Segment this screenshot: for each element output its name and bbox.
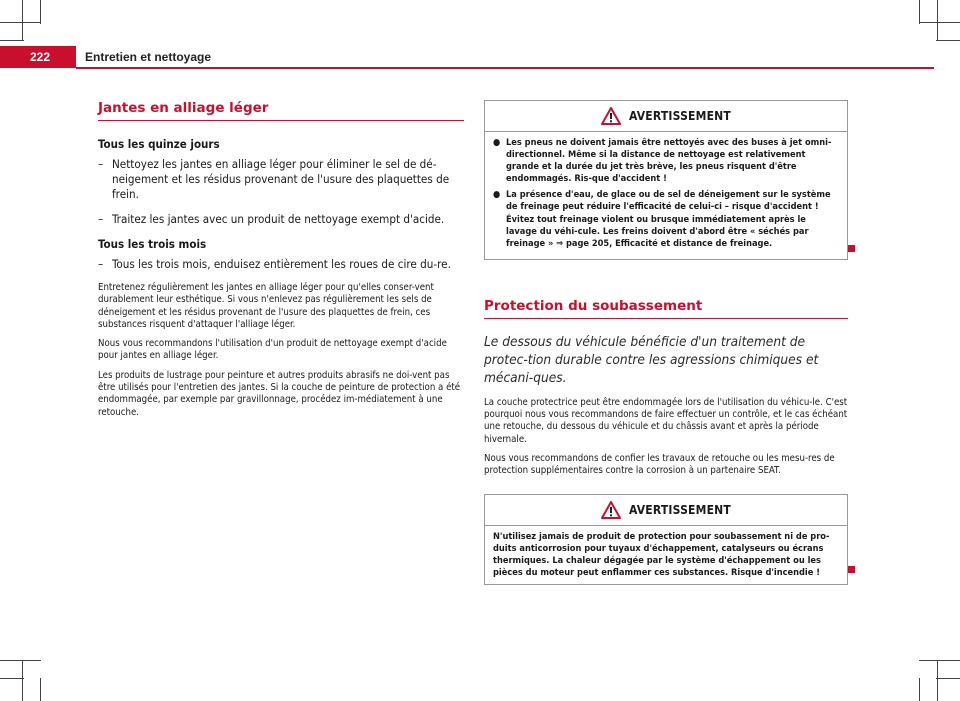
crop-mark	[919, 678, 920, 701]
warning-header	[485, 495, 847, 526]
page-number: 222	[30, 50, 51, 64]
crop-mark	[937, 0, 938, 41]
crop-mark	[919, 22, 960, 23]
warning-triangle-icon	[601, 107, 621, 125]
body-paragraph: Entretenez régulièrement les jantes en alliage léger pour qu'elles conser-vent durablement leur esthétique. Si vous n'enlevez pas régulièrement les sels de déneigement et les résidus provenant de l'usure des plaquettes de frein, ces substances risquent d'attaquer l'alliage léger.	[98, 282, 434, 330]
step-text: Tous les trois mois, enduisez entièrement les roues de cire du-re.	[112, 257, 451, 271]
step-heading: Tous les trois mois	[98, 237, 207, 251]
crop-mark	[936, 40, 960, 41]
step-item	[98, 157, 464, 202]
body-paragraph: Les produits de lustrage pour peinture et autres produits abrasifs ne doi-vent pas être utilisés pour l'entretien des jantes. Si la couche de peinture de protection a été endommagée, par exemple par gravillonnage, procédez im-médiatement à une retouche.	[98, 369, 461, 418]
dash-marker: –	[98, 212, 104, 226]
right-column	[484, 100, 848, 585]
warning-title: AVERTISSEMENT	[629, 109, 731, 123]
warning-body	[485, 526, 847, 584]
section-title-soubassement: Protection du soubassement	[484, 298, 848, 319]
left-column	[98, 100, 464, 426]
section-end-mark	[848, 245, 855, 252]
warning-triangle-icon	[601, 501, 621, 519]
warning-box-soubassement	[484, 494, 848, 585]
section-intro: Le dessous du véhicule bénéficie d'un traitement de protec-tion durable contre les agressions chimiques et mécani-ques.	[484, 333, 819, 386]
step-heading: Tous les quinze jours	[98, 137, 220, 151]
body-paragraph: Nous vous recommandons l'utilisation d'un produit de nettoyage exempt d'acide pour jantes en alliage léger.	[98, 338, 447, 362]
step-item	[98, 212, 464, 227]
section-end-mark	[848, 566, 855, 573]
body-paragraph: La couche protectrice peut être endommagée lors de l'utilisation du véhicu-le. C'est pourquoi nous vous recommandons de faire effectuer un contrôle, et le cas échéant une retouche, du dessous du véhicule et du châssis avant et après la période hivernale.	[484, 396, 848, 445]
bullet-marker: ●	[493, 189, 501, 201]
warning-header	[485, 101, 847, 132]
crop-mark	[22, 0, 23, 41]
crop-mark	[0, 678, 24, 679]
warning-title: AVERTISSEMENT	[629, 502, 731, 517]
crop-mark	[937, 660, 938, 701]
step-text: Nettoyez les jantes en alliage léger pour éliminer le sel de dé-neigement et les résidus provenant de l'usure des plaquettes de frein.	[112, 157, 450, 201]
step-item	[98, 257, 464, 272]
body-paragraph: Nous vous recommandons de confier les travaux de retouche ou les mesu-res de protection supplémentaires contre la corrosion à un partenaire SEAT.	[484, 453, 835, 477]
warning-text: N'utilisez jamais de produit de protection pour soubassement ni de pro-duits anticorrosion pour tuyaux d'échappement, catalyseurs ou écrans thermiques. La chaleur dégagée par le système d'échappement ou les pièces du moteur peut enflammer ces substances. Risque d'incendie !	[493, 530, 830, 578]
warning-item	[493, 137, 839, 185]
dash-marker: –	[98, 157, 104, 171]
bullet-marker: ●	[493, 137, 501, 148]
crop-mark	[919, 0, 920, 24]
crop-mark	[936, 678, 960, 679]
warning-body	[485, 132, 847, 259]
crop-mark	[22, 660, 23, 701]
crop-mark	[0, 40, 24, 41]
dash-marker: –	[98, 257, 104, 271]
crop-mark	[40, 678, 41, 701]
crop-mark	[0, 22, 41, 23]
step-text: Traitez les jantes avec un produit de nettoyage exempt d'acide.	[112, 212, 445, 226]
header-rule	[76, 67, 934, 69]
crop-mark	[919, 660, 960, 661]
warning-item-text: La présence d'eau, de glace ou de sel de déneigement sur le système de freinage peut réduire l'efficacité de celui-ci – risque d'accident ! Évitez tout freinage violent ou brusque immédiatement après le lavage du véhi-cule. Les freins doivent d'abord être « séchés par freinage » ⇒ page 205, Efficacité et distance de freinage.	[506, 189, 831, 249]
crop-mark	[0, 660, 41, 661]
warning-item	[493, 189, 839, 249]
header-title: Entretien et nettoyage	[85, 50, 212, 64]
warning-box-pneus	[484, 100, 848, 260]
warning-item-text: Les pneus ne doivent jamais être nettoyés avec des buses à jet omni-directionnel. Même si la distance de nettoyage est relativement grande et la durée du jet très brève, les pneus risquent d'être endommagés. Ris-que d'accident !	[506, 137, 832, 185]
crop-mark	[40, 0, 41, 24]
section-title-jantes: Jantes en alliage léger	[98, 100, 464, 121]
